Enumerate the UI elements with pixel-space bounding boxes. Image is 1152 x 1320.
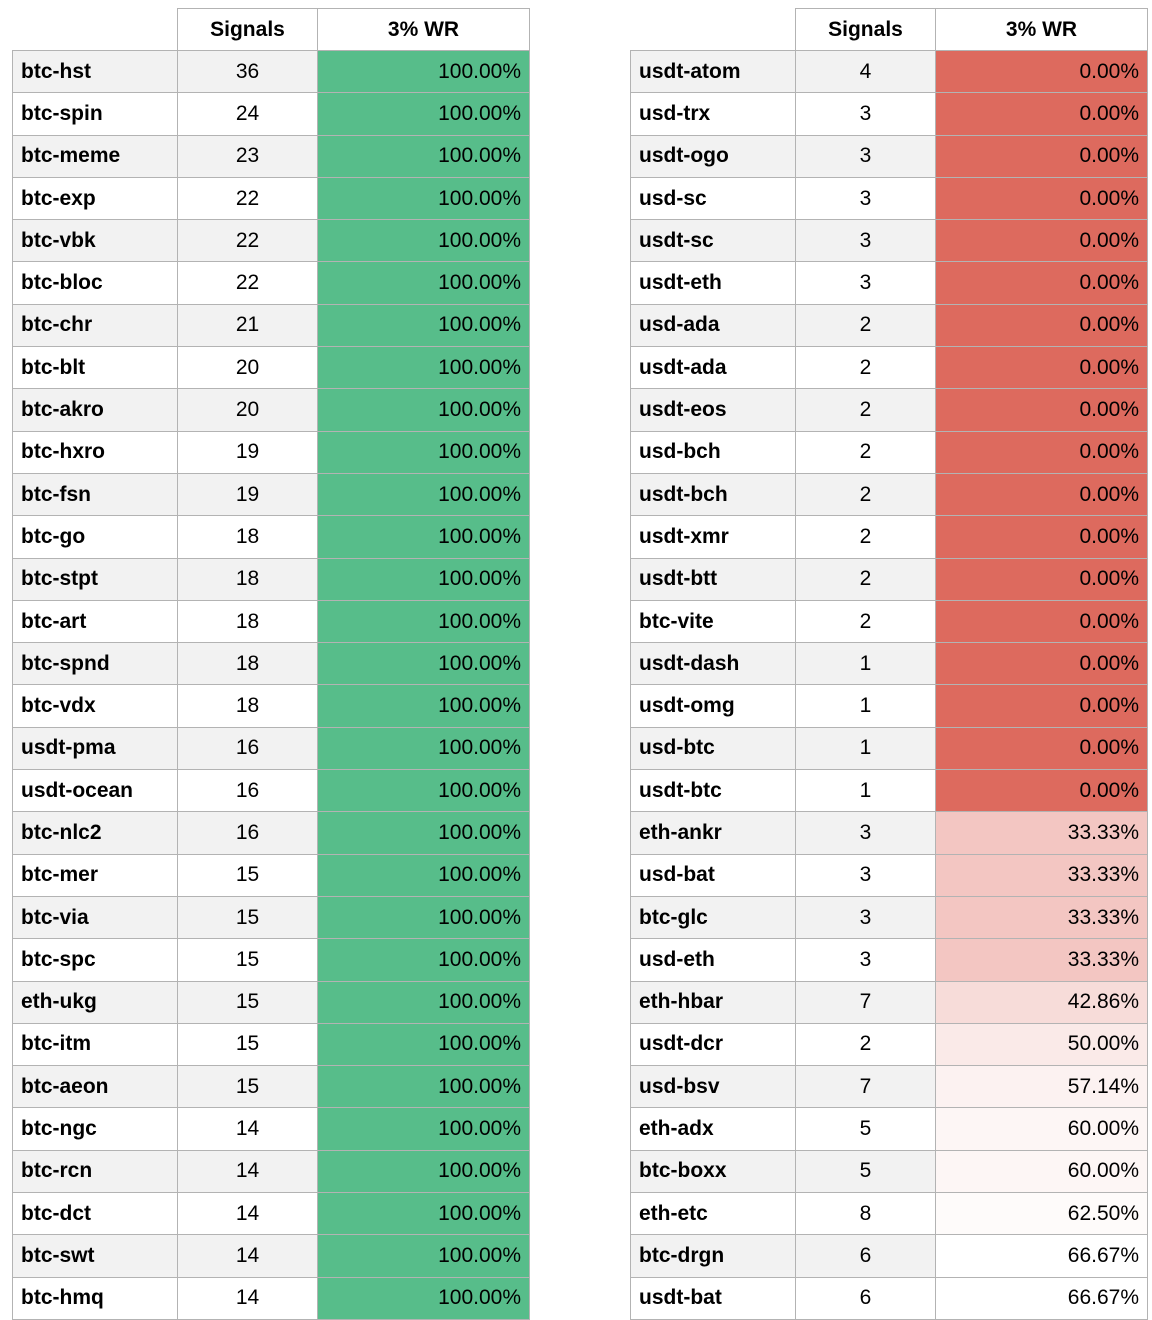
signals-cell: 18 xyxy=(178,685,318,727)
win-rate-cell: 100.00% xyxy=(318,516,530,558)
pair-cell: eth-etc xyxy=(631,1193,796,1235)
win-rate-cell: 100.00% xyxy=(318,939,530,981)
signals-cell: 15 xyxy=(178,1066,318,1108)
signals-header: Signals xyxy=(796,9,936,51)
table-row xyxy=(631,347,1148,389)
table-row xyxy=(13,389,530,431)
win-rate-cell: 100.00% xyxy=(318,389,530,431)
win-rate-cell: 0.00% xyxy=(936,304,1148,346)
pair-cell: btc-rcn xyxy=(13,1150,178,1192)
table-body xyxy=(631,51,1148,1320)
win-rate-cell: 0.00% xyxy=(936,177,1148,219)
signals-cell: 5 xyxy=(796,1108,936,1150)
pair-cell: btc-ngc xyxy=(13,1108,178,1150)
table-row xyxy=(13,812,530,854)
table-row xyxy=(13,1066,530,1108)
signals-cell: 14 xyxy=(178,1235,318,1277)
wr-header: 3% WR xyxy=(936,9,1148,51)
signals-cell: 5 xyxy=(796,1150,936,1192)
pair-cell: usd-btc xyxy=(631,727,796,769)
header-row xyxy=(13,9,530,51)
table-row xyxy=(631,1150,1148,1192)
signals-cell: 15 xyxy=(178,1023,318,1065)
signals-cell: 14 xyxy=(178,1193,318,1235)
signals-cell: 19 xyxy=(178,431,318,473)
signals-cell: 15 xyxy=(178,939,318,981)
win-rate-cell: 42.86% xyxy=(936,981,1148,1023)
win-rate-cell: 100.00% xyxy=(318,347,530,389)
signals-cell: 2 xyxy=(796,1023,936,1065)
pair-cell: btc-stpt xyxy=(13,558,178,600)
table-row xyxy=(13,473,530,515)
win-rate-cell: 60.00% xyxy=(936,1150,1148,1192)
signals-cell: 1 xyxy=(796,770,936,812)
win-rate-cell: 0.00% xyxy=(936,347,1148,389)
signals-cell: 16 xyxy=(178,770,318,812)
table-row xyxy=(631,812,1148,854)
win-rate-cell: 0.00% xyxy=(936,516,1148,558)
win-rate-cell: 33.33% xyxy=(936,854,1148,896)
table-row xyxy=(631,135,1148,177)
table-row xyxy=(631,1235,1148,1277)
pair-cell: usdt-eth xyxy=(631,262,796,304)
table-header xyxy=(13,9,530,51)
signals-cell: 7 xyxy=(796,981,936,1023)
table-row xyxy=(631,981,1148,1023)
table-row xyxy=(631,643,1148,685)
signals-cell: 15 xyxy=(178,854,318,896)
win-rate-cell: 100.00% xyxy=(318,51,530,93)
signals-cell: 18 xyxy=(178,643,318,685)
win-rate-cell: 0.00% xyxy=(936,220,1148,262)
pair-cell: usdt-bat xyxy=(631,1277,796,1319)
pair-cell: usd-eth xyxy=(631,939,796,981)
table-row xyxy=(13,1150,530,1192)
table-row xyxy=(631,93,1148,135)
table-row xyxy=(631,473,1148,515)
signals-cell: 3 xyxy=(796,93,936,135)
win-rate-cell: 0.00% xyxy=(936,727,1148,769)
signals-cell: 14 xyxy=(178,1277,318,1319)
win-rate-cell: 33.33% xyxy=(936,939,1148,981)
win-rate-cell: 100.00% xyxy=(318,304,530,346)
pair-cell: btc-hxro xyxy=(13,431,178,473)
header-row xyxy=(631,9,1148,51)
win-rate-cell: 0.00% xyxy=(936,135,1148,177)
wr-header: 3% WR xyxy=(318,9,530,51)
table-row xyxy=(13,1235,530,1277)
pair-cell: usdt-atom xyxy=(631,51,796,93)
table-row xyxy=(13,1193,530,1235)
table-row xyxy=(13,1023,530,1065)
signals-cell: 3 xyxy=(796,135,936,177)
pair-cell: eth-ukg xyxy=(13,981,178,1023)
win-rate-cell: 0.00% xyxy=(936,643,1148,685)
table-row xyxy=(631,220,1148,262)
pair-cell: usdt-bch xyxy=(631,473,796,515)
pair-cell: usd-bsv xyxy=(631,1066,796,1108)
pair-cell: btc-via xyxy=(13,896,178,938)
signals-cell: 6 xyxy=(796,1277,936,1319)
pair-cell: btc-glc xyxy=(631,896,796,938)
pair-cell: usd-ada xyxy=(631,304,796,346)
pair-cell: usdt-ogo xyxy=(631,135,796,177)
win-rate-cell: 66.67% xyxy=(936,1277,1148,1319)
win-rate-cell: 100.00% xyxy=(318,473,530,515)
win-rate-cell: 100.00% xyxy=(318,1277,530,1319)
table-row xyxy=(13,1277,530,1319)
win-rate-cell: 60.00% xyxy=(936,1108,1148,1150)
signals-cell: 1 xyxy=(796,727,936,769)
pair-cell: btc-vdx xyxy=(13,685,178,727)
win-rate-cell: 100.00% xyxy=(318,135,530,177)
table-row xyxy=(13,516,530,558)
pair-cell: usd-sc xyxy=(631,177,796,219)
win-rate-cell: 100.00% xyxy=(318,1023,530,1065)
win-rate-cell: 100.00% xyxy=(318,93,530,135)
pair-cell: btc-spc xyxy=(13,939,178,981)
table-row xyxy=(631,516,1148,558)
signals-cell: 22 xyxy=(178,262,318,304)
pair-cell: btc-hst xyxy=(13,51,178,93)
win-rate-cell: 33.33% xyxy=(936,896,1148,938)
pair-cell: usdt-btt xyxy=(631,558,796,600)
pair-cell: eth-hbar xyxy=(631,981,796,1023)
pair-cell: btc-hmq xyxy=(13,1277,178,1319)
table-row xyxy=(631,304,1148,346)
table-row xyxy=(631,770,1148,812)
signals-cell: 22 xyxy=(178,177,318,219)
win-rate-cell: 100.00% xyxy=(318,812,530,854)
pair-cell: eth-adx xyxy=(631,1108,796,1150)
pair-cell: usdt-pma xyxy=(13,727,178,769)
pair-cell: usdt-dcr xyxy=(631,1023,796,1065)
win-rate-cell: 100.00% xyxy=(318,1108,530,1150)
table-row xyxy=(13,896,530,938)
table-row xyxy=(13,558,530,600)
signals-cell: 3 xyxy=(796,854,936,896)
pair-cell: usdt-sc xyxy=(631,220,796,262)
table-row xyxy=(631,685,1148,727)
pair-cell: btc-vite xyxy=(631,600,796,642)
pair-cell: usdt-xmr xyxy=(631,516,796,558)
win-rate-cell: 0.00% xyxy=(936,389,1148,431)
table-row xyxy=(631,600,1148,642)
pair-cell: btc-fsn xyxy=(13,473,178,515)
win-rate-cell: 100.00% xyxy=(318,431,530,473)
table-row xyxy=(631,431,1148,473)
table-row xyxy=(13,347,530,389)
signals-cell: 15 xyxy=(178,981,318,1023)
signals-cell: 3 xyxy=(796,812,936,854)
table-row xyxy=(631,1066,1148,1108)
signals-cell: 8 xyxy=(796,1193,936,1235)
signals-cell: 1 xyxy=(796,643,936,685)
table-row xyxy=(631,1193,1148,1235)
table-body xyxy=(13,51,530,1320)
table-row xyxy=(631,1277,1148,1319)
pair-cell: btc-spnd xyxy=(13,643,178,685)
pair-cell: btc-aeon xyxy=(13,1066,178,1108)
signals-cell: 19 xyxy=(178,473,318,515)
table-row xyxy=(13,51,530,93)
table-row xyxy=(13,262,530,304)
pair-header xyxy=(631,9,796,51)
win-rate-cell: 100.00% xyxy=(318,854,530,896)
table-row xyxy=(631,51,1148,93)
pair-cell: btc-art xyxy=(13,600,178,642)
signals-cell: 21 xyxy=(178,304,318,346)
win-rate-cell: 0.00% xyxy=(936,431,1148,473)
pair-cell: usd-bat xyxy=(631,854,796,896)
signals-cell: 20 xyxy=(178,389,318,431)
win-rate-cell: 33.33% xyxy=(936,812,1148,854)
win-rate-cell: 100.00% xyxy=(318,600,530,642)
win-rate-cell: 100.00% xyxy=(318,896,530,938)
signals-cell: 23 xyxy=(178,135,318,177)
table-row xyxy=(13,600,530,642)
pair-cell: eth-ankr xyxy=(631,812,796,854)
win-rate-cell: 0.00% xyxy=(936,685,1148,727)
win-rate-cell: 100.00% xyxy=(318,220,530,262)
win-rate-cell: 100.00% xyxy=(318,1235,530,1277)
table-row xyxy=(631,262,1148,304)
pair-cell: usdt-eos xyxy=(631,389,796,431)
pair-cell: usdt-omg xyxy=(631,685,796,727)
win-rate-cell: 100.00% xyxy=(318,177,530,219)
pair-cell: btc-swt xyxy=(13,1235,178,1277)
pair-cell: btc-chr xyxy=(13,304,178,346)
table-header xyxy=(631,9,1148,51)
pair-cell: btc-nlc2 xyxy=(13,812,178,854)
win-rate-cell: 0.00% xyxy=(936,558,1148,600)
win-rate-cell: 0.00% xyxy=(936,770,1148,812)
win-rate-cell: 100.00% xyxy=(318,643,530,685)
win-rate-cell: 0.00% xyxy=(936,262,1148,304)
win-rate-cell: 100.00% xyxy=(318,727,530,769)
signals-cell: 22 xyxy=(178,220,318,262)
bottom-win-rate-table xyxy=(630,8,1148,1320)
pair-cell: btc-spin xyxy=(13,93,178,135)
signals-cell: 2 xyxy=(796,431,936,473)
pair-cell: btc-vbk xyxy=(13,220,178,262)
table-row xyxy=(631,389,1148,431)
table-row xyxy=(13,304,530,346)
table-row xyxy=(631,854,1148,896)
table-row xyxy=(631,1108,1148,1150)
win-rate-cell: 100.00% xyxy=(318,685,530,727)
signals-cell: 4 xyxy=(796,51,936,93)
win-rate-cell: 57.14% xyxy=(936,1066,1148,1108)
win-rate-cell: 100.00% xyxy=(318,981,530,1023)
signals-cell: 2 xyxy=(796,304,936,346)
pair-cell: usdt-dash xyxy=(631,643,796,685)
pair-cell: btc-boxx xyxy=(631,1150,796,1192)
signals-cell: 6 xyxy=(796,1235,936,1277)
pair-cell: btc-mer xyxy=(13,854,178,896)
win-rate-cell: 66.67% xyxy=(936,1235,1148,1277)
signals-cell: 14 xyxy=(178,1150,318,1192)
win-rate-cell: 100.00% xyxy=(318,558,530,600)
signals-cell: 18 xyxy=(178,516,318,558)
win-rate-cell: 100.00% xyxy=(318,770,530,812)
signals-cell: 14 xyxy=(178,1108,318,1150)
signals-cell: 18 xyxy=(178,558,318,600)
table-row xyxy=(13,939,530,981)
table-row xyxy=(13,177,530,219)
pair-cell: btc-bloc xyxy=(13,262,178,304)
signals-cell: 24 xyxy=(178,93,318,135)
table-row xyxy=(631,177,1148,219)
table-row xyxy=(13,854,530,896)
win-rate-cell: 100.00% xyxy=(318,262,530,304)
signals-cell: 3 xyxy=(796,177,936,219)
win-rate-cell: 0.00% xyxy=(936,473,1148,515)
signals-cell: 2 xyxy=(796,558,936,600)
signals-cell: 3 xyxy=(796,939,936,981)
pair-cell: btc-dct xyxy=(13,1193,178,1235)
signals-cell: 16 xyxy=(178,727,318,769)
signals-cell: 36 xyxy=(178,51,318,93)
table-row xyxy=(13,727,530,769)
signals-cell: 2 xyxy=(796,516,936,558)
pair-cell: usdt-ada xyxy=(631,347,796,389)
signals-cell: 3 xyxy=(796,896,936,938)
pair-cell: usd-trx xyxy=(631,93,796,135)
table-row xyxy=(13,981,530,1023)
signals-cell: 3 xyxy=(796,220,936,262)
win-rate-cell: 50.00% xyxy=(936,1023,1148,1065)
table-row xyxy=(631,939,1148,981)
pair-header xyxy=(13,9,178,51)
table-row xyxy=(13,685,530,727)
win-rate-cell: 62.50% xyxy=(936,1193,1148,1235)
pair-cell: btc-meme xyxy=(13,135,178,177)
signals-cell: 15 xyxy=(178,896,318,938)
table-row xyxy=(13,431,530,473)
pair-cell: btc-go xyxy=(13,516,178,558)
signals-cell: 2 xyxy=(796,347,936,389)
table-row xyxy=(13,1108,530,1150)
table-row xyxy=(631,558,1148,600)
signals-header: Signals xyxy=(178,9,318,51)
table-row xyxy=(631,1023,1148,1065)
win-rate-cell: 100.00% xyxy=(318,1193,530,1235)
table-row xyxy=(13,93,530,135)
table-row xyxy=(631,727,1148,769)
table-row xyxy=(13,770,530,812)
win-rate-cell: 0.00% xyxy=(936,93,1148,135)
pair-cell: usdt-ocean xyxy=(13,770,178,812)
win-rate-cell: 100.00% xyxy=(318,1066,530,1108)
pair-cell: btc-blt xyxy=(13,347,178,389)
signals-cell: 2 xyxy=(796,600,936,642)
signals-cell: 18 xyxy=(178,600,318,642)
win-rate-cell: 0.00% xyxy=(936,600,1148,642)
signals-cell: 3 xyxy=(796,262,936,304)
win-rate-cell: 100.00% xyxy=(318,1150,530,1192)
pair-cell: btc-itm xyxy=(13,1023,178,1065)
pair-cell: btc-drgn xyxy=(631,1235,796,1277)
table-row xyxy=(13,220,530,262)
signals-cell: 2 xyxy=(796,389,936,431)
signals-cell: 1 xyxy=(796,685,936,727)
signals-cell: 7 xyxy=(796,1066,936,1108)
signals-cell: 16 xyxy=(178,812,318,854)
win-rate-cell: 0.00% xyxy=(936,51,1148,93)
top-win-rate-table xyxy=(12,8,530,1320)
table-row xyxy=(13,135,530,177)
pair-cell: usdt-btc xyxy=(631,770,796,812)
signals-cell: 20 xyxy=(178,347,318,389)
pair-cell: btc-akro xyxy=(13,389,178,431)
signals-cell: 2 xyxy=(796,473,936,515)
pair-cell: btc-exp xyxy=(13,177,178,219)
table-row xyxy=(631,896,1148,938)
pair-cell: usd-bch xyxy=(631,431,796,473)
table-row xyxy=(13,643,530,685)
